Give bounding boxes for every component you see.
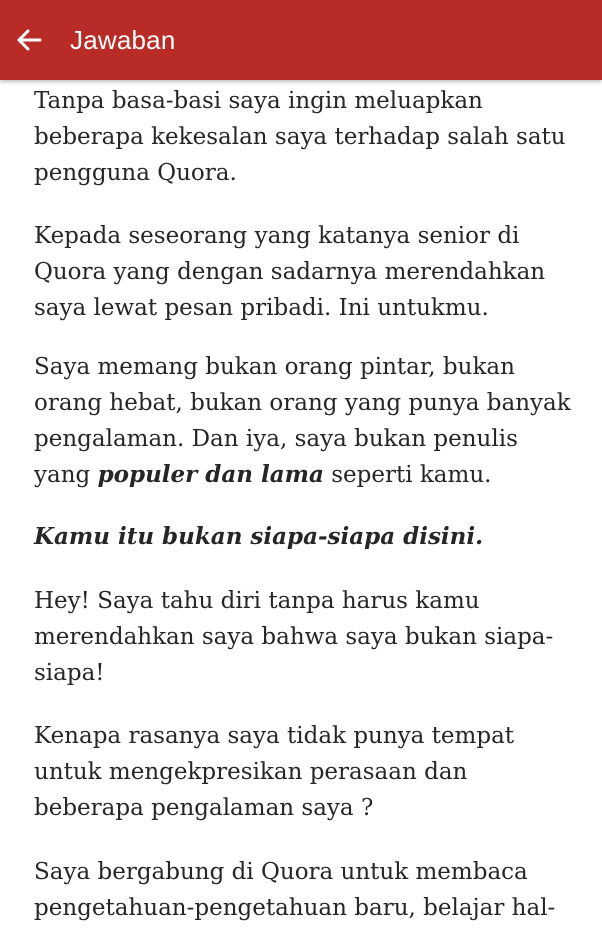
text-line: merendahkan saya bahwa saya bukan siapa- xyxy=(34,624,554,650)
text-line: Saya memang bukan orang pintar, bukan xyxy=(34,354,515,380)
text-line: saya lewat pesan pribadi. Ini untukmu. xyxy=(34,295,489,321)
emphasis-text: populer dan lama xyxy=(97,461,324,488)
text-line: Kepada seseorang yang katanya senior di xyxy=(34,223,520,249)
text-line: beberapa kekesalan saya terhadap salah satu xyxy=(34,124,566,150)
arrow-left-icon xyxy=(16,29,42,51)
answer-paragraph xyxy=(34,583,584,691)
text-line: Tanpa basa-basi saya ingin meluapkan xyxy=(34,88,483,114)
answer-paragraph xyxy=(34,83,584,191)
answer-paragraph xyxy=(34,854,584,926)
text-line: Hey! Saya tahu diri tanpa harus kamu xyxy=(34,588,480,614)
answer-paragraph xyxy=(34,519,584,555)
text-line: pengetahuan-pengetahuan baru, belajar hal- xyxy=(34,895,556,921)
text-line: beberapa pengalaman saya ? xyxy=(34,795,374,821)
answer-paragraph xyxy=(34,218,584,326)
back-button[interactable] xyxy=(0,0,58,80)
text-fragment: seperti kamu. xyxy=(323,462,492,488)
text-line: Saya bergabung di Quora untuk membaca xyxy=(34,859,528,885)
text-line: siapa! xyxy=(34,660,105,686)
text-line: Quora yang dengan sadarnya merendahkan xyxy=(34,259,546,285)
text-line: pengalaman. Dan iya, saya bukan penulis xyxy=(34,426,518,452)
page-title: Jawaban xyxy=(70,24,176,55)
app-bar xyxy=(0,0,602,80)
text-line: Kenapa rasanya saya tidak punya tempat xyxy=(34,723,515,749)
text-line xyxy=(34,462,491,488)
emphasis-text: Kamu itu bukan siapa-siapa disini. xyxy=(34,523,484,550)
text-line: orang hebat, bukan orang yang punya banyak xyxy=(34,390,571,416)
text-line: pengguna Quora. xyxy=(34,160,237,186)
text-fragment: yang xyxy=(34,462,98,488)
text-line: untuk mengekpresikan perasaan dan xyxy=(34,759,468,785)
answer-paragraph xyxy=(34,349,584,493)
answer-paragraph xyxy=(34,718,584,826)
